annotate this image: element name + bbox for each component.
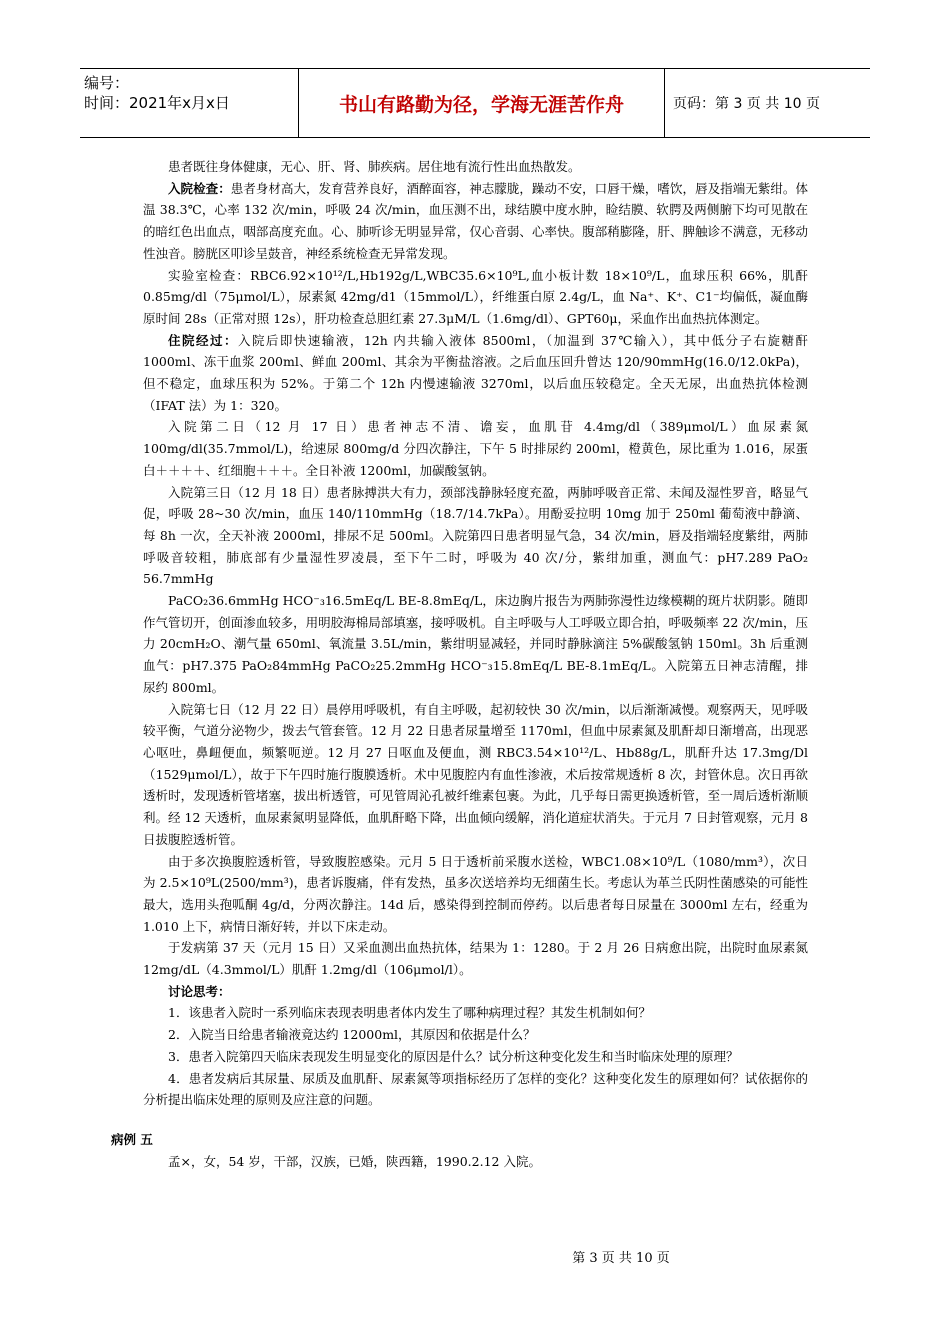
discussion-question: 1．该患者入院时一系列临床表现表明患者体内发生了哪种病理过程？其发生机制如何？ xyxy=(168,1005,651,1021)
footer-page-number: 第 3 页 共 10 页 xyxy=(572,1251,670,1266)
page-header xyxy=(80,68,870,138)
paragraph: 由于多次换腹腔透析管，导致腹腔感染。元月 5 日于透析前采腹水送检，WBC1.08×10⁹/L（1080/mm³），次日为 2.5×10⁹L(2500/mm³)，患者诉腹痛，伴有发热，虽多次送培养均无细菌生长。考虑认为革兰氏阴性菌感染的可能性最大，选用头孢呱酮 4g/d，分两次静注。14d 后，感染得到控制而停药。以后患者每日尿量在 3000ml 左右，经重为 1.010 上下，病情日渐好转，并以下床走动。 xyxy=(143,853,808,934)
header-meta xyxy=(80,69,299,137)
discussion-question: 2．入院当日给患者输液竟达约 12000ml，其原因和依据是什么？ xyxy=(168,1027,536,1043)
document-body xyxy=(111,156,808,1172)
paragraph: 入院第三日（12 月 18 日）患者脉搏洪大有力，颈部浅静脉轻度充盈，两肺呼吸音正常、未闻及湿性罗音，略显气促，呼吸 28~30 次/min，血压 140/110mmHg（18.7/14.7kPa）。用酚妥拉明 10mg 加于 250ml 葡萄液中静滴、每 8h 一次，全天补液 2000ml，排尿不足 500ml。入院第四日患者明显气急，34 次/min，唇及指端轻度紫绀，两肺呼吸音较粗，肺底部有少量湿性罗凌晨，至下午二时，呼吸为 40 次/分，紫绀加重，测血气：pH7.289 PaO₂ 56.7mmHg xyxy=(143,484,808,587)
doc-date: 时间：2021年x月x日 xyxy=(84,94,230,112)
paragraph: 住院经过：入院后即快速输液，12h 内共输入液体 8500ml，（加温到 37℃输入），其中低分子右旋糖酐 1000ml、冻干血浆 200ml、鲜血 200ml、其余为平衡盐溶液。之后血压回升曾达 120/90mmHg(16.0/12.0kPa)，但不稳定，血球压积为 52%。于第二个 12h 内慢速输液 3270ml，以后血压较稳定。全天无尿，出血热抗体检测（IFAT 法）为 1：320。 xyxy=(143,332,808,413)
case-title: 病例 五 xyxy=(111,1131,153,1147)
paragraph: 患者既往身体健康，无心、肝、肾、肺疾病。居住地有流行性出血热散发。 xyxy=(168,159,581,174)
header-motto: 书山有路勤为径，学海无涯苦作舟 xyxy=(299,69,665,137)
page-footer xyxy=(0,1247,950,1266)
paragraph: 入院第七日（12 月 22 日）晨停用呼吸机，有自主呼吸，起初较快 30 次/min，以后渐渐减慢。观察两天，见呼吸较平衡，气道分泌物少，拨去气管套管。12 月 22 日患者尿量增至 1170ml，但血中尿素氮及肌酐却日渐增高，出现恶心呕吐，鼻衄便血，频繁呃逆。12 月 27 日呕血及便血，测 RBC3.54×10¹²/L、Hb88g/L，肌酐升达 17.3mg/Dl（1529μmol/L），故于下午四时施行腹膜透析。术中见腹腔内有血性渗液，术后按常规透析 8 次，封管休息。次日再欲透析时，发现透析管堵塞，拔出析透管，可见管周沁孔被纤维素包裹。为此，几乎每日需更换透析管，至一周后透析渐顺利。经 12 天透析，血尿素氮明显降低，血肌酐略下降，出血倾向缓解，消化道症状消失。于元月 7 日封管观察，元月 8 日拔腹腔透析管。 xyxy=(143,701,808,847)
doc-number: 编号： xyxy=(84,74,130,92)
section-heading: 入院检查： xyxy=(168,180,231,196)
paragraph: PaCO₂36.6mmHg HCO⁻₃16.5mEq/L BE-8.8mEq/L，床边胸片报告为两肺弥漫性边缘模糊的斑片状阴影。随即作气管切开，创面渗血较多，用明胶海棉局部填塞，接呼吸机。自主呼吸与人工呼吸立即合拍，呼吸频率 22 次/min，压力 20cmH₂O、潮气量 650ml、氧流量 3.5L/min，紫绀明显减轻，并同时静脉滴注 5%碳酸氢钠 150ml。3h 后重测血气：pH7.375 PaO₂84mmHg PaCO₂25.2mmHg HCO⁻₃15.8mEq/L BE-8.1mEq/L。入院第五日神志清醒，排尿约 800ml。 xyxy=(143,593,808,695)
paragraph: 入院检查：患者身材高大，发育营养良好，酒醉面容，神志朦胧，躁动不安，口唇干燥，嗜饮，唇及指端无紫绀。体温 38.3℃，心率 132 次/min，呼吸 24 次/min，血压测不出，球结膜中度水肿，睑结膜、软腭及两侧腑下均可见散在的暗红色出血点，咽部高度充血。心、肺听诊无明显异常，仅心音弱、心率快。腹部稍膨隆，肝、脾触诊不满意，无移动性浊音。膀胱区叩诊呈鼓音，神经系统检查无异常发现。 xyxy=(143,180,808,261)
discussion-question: 4．患者发病后其尿量、尿质及血肌酐、尿素氮等项指标经历了怎样的变化？这种变化发生的原理如何？试依据你的分析提出临床处理的原则及应注意的问题。 xyxy=(143,1070,808,1108)
paragraph: 入院第二日（12 月 17 日）患者神志不清、谵妄，血肌苷 4.4mg/dl（389μmol/L）血尿素氮 100mg/dl(35.7mmol/L)，给速尿 800mg/d 分四次静注，下午 5 时排尿约 200ml，橙黄色，尿比重为 1.016，尿蛋白＋＋＋＋、红细胞＋＋＋。全日补液 1200ml，加碳酸氢钠。 xyxy=(143,419,808,478)
paragraph: 实验室检查：RBC6.92×10¹²/L,Hb192g/L,WBC35.6×10⁹L,血小板计数 18×10⁹/L，血球压积 66%，肌酐 0.85mg/dl（75μmol/L），尿素氮 42mg/d1（15mmol/L），纤维蛋白原 2.4g/L，血 Na⁺、K⁺、C1⁻均偏低，凝血酶原时间 28s（正常对照 12s），肝功检查总胆红素 27.3μM/L（1.6mg/dl）、GPT60μ，采血作出血热抗体测定。 xyxy=(143,267,808,326)
paragraph: 于发病第 37 天（元月 15 日）又采血测出血热抗体，结果为 1：1280。于 2 月 26 日病愈出院，出院时血尿素氮 12mg/dL（4.3mmol/L）肌酐 1.2mg/dl（106μmol/l）。 xyxy=(143,940,808,978)
section-heading: 住院经过： xyxy=(168,332,238,348)
case-intro: 孟×，女，54 岁，干部，汉族，已婚，陕西籍，1990.2.12 入院。 xyxy=(168,1153,541,1169)
discussion-question: 3．患者入院第四天临床表现发生明显变化的原因是什么？试分析这种变化发生和当时临床处理的原理？ xyxy=(168,1048,739,1064)
discussion-title: 讨论思考： xyxy=(168,983,231,999)
header-page-number: 页码：第 3 页 共 10 页 xyxy=(673,96,820,112)
